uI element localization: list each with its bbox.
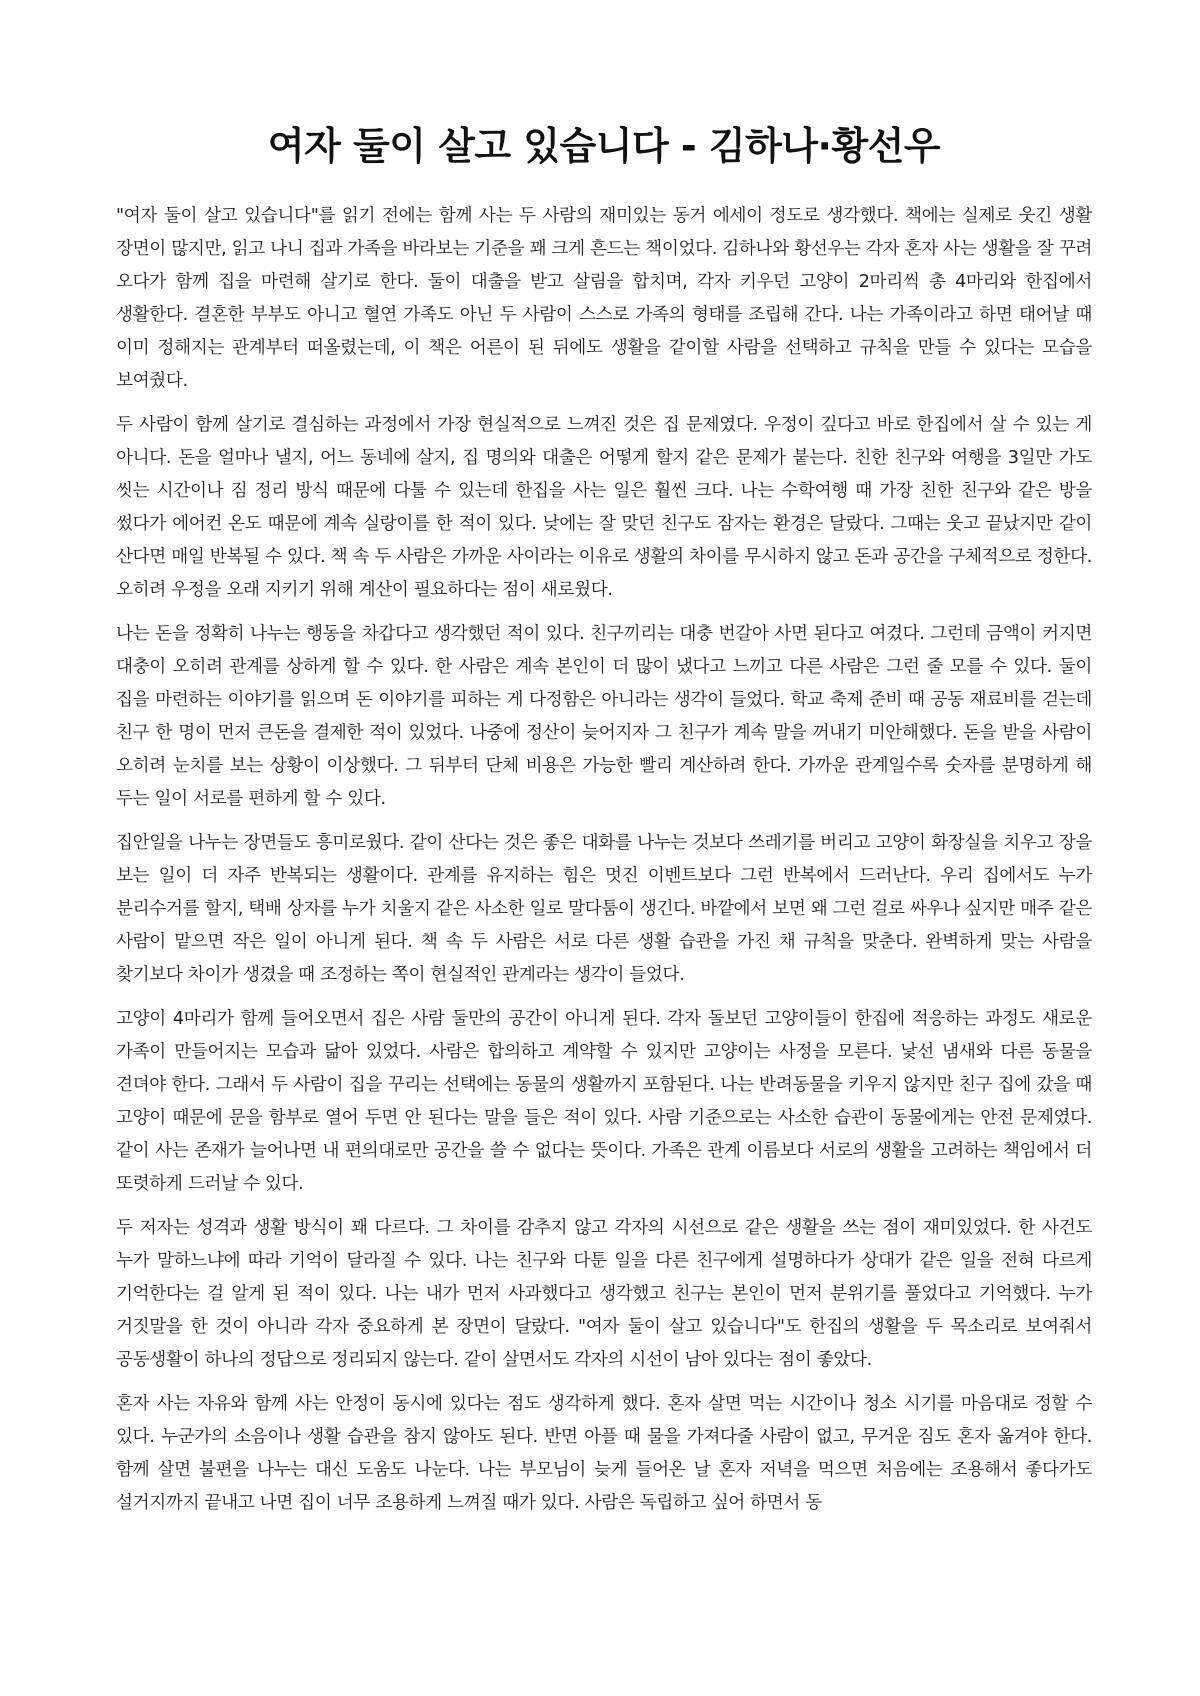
body-paragraph: 나는 돈을 정확히 나누는 행동을 차갑다고 생각했던 적이 있다. 친구끼리는 대충 번갈아 사면 된다고 여겼다. 그런데 금액이 커지면 대충이 오히려 관계를 상하게 할 수 있다. 한 사람은 계속 본인이 더 많이 냈다고 느끼고 다른 사람은 그런 줄 모를 수 있다. 둘이 집을 마련하는 이야기를 읽으며 돈 이야기를 피하는 게 다정함은 아니라는 생각이 들었다. 학교 축제 준비 때 공동 재료비를 걷는데 친구 한 명이 먼저 큰돈을 결제한 적이 있었다. 나중에 정산이 늦어지자 그 친구가 계속 말을 꺼내기 미안해했다. 돈을 받을 사람이 오히려 눈치를 보는 상황이 이상했다. 그 뒤부터 단체 비용은 가능한 빨리 계산하려 한다. 가까운 관계일수록 숫자를 분명하게 해 두는 일이 서로를 편하게 할 수 있다. [116,624,1092,809]
body-paragraph: "여자 둘이 살고 있습니다"를 읽기 전에는 함께 사는 두 사람의 재미있는 동거 에세이 정도로 생각했다. 책에는 실제로 웃긴 생활 장면이 많지만, 읽고 나니 집과 가족을 바라보는 기준을 꽤 크게 흔드는 책이었다. 김하나와 황선우는 각자 혼자 사는 생활을 잘 꾸려 오다가 함께 집을 마련해 살기로 한다. 둘이 대출을 받고 살림을 합치며, 각자 키우던 고양이 2마리씩 총 4마리와 한집에서 생활한다. 결혼한 부부도 아니고 혈연 가족도 아닌 두 사람이 스스로 가족의 형태를 조립해 간다. 나는 가족이라고 하면 태어날 때 이미 정해지는 관계부터 떠올렸는데, 이 책은 어른이 된 뒤에도 생활을 같이할 사람을 선택하고 규칙을 만들 수 있다는 모습을 보여줬다. [116,206,1092,391]
body-paragraph: 집안일을 나누는 장면들도 흥미로웠다. 같이 산다는 것은 좋은 대화를 나누는 것보다 쓰레기를 버리고 고양이 화장실을 치우고 장을 보는 일이 더 자주 반복되는 생활이다. 관계를 유지하는 힘은 멋진 이벤트보다 그런 반복에서 드러난다. 우리 집에서도 누가 분리수거를 할지, 택배 상자를 누가 치울지 같은 사소한 일로 말다툼이 생긴다. 바깥에서 보면 왜 그런 걸로 싸우나 싶지만 매주 같은 사람이 맡으면 작은 일이 아니게 된다. 책 속 두 사람은 서로 다른 생활 습관을 가진 채 규칙을 맞춘다. 완벽하게 맞는 사람을 찾기보다 차이가 생겼을 때 조정하는 쪽이 현실적인 관계라는 생각이 들었다. [116,833,1092,985]
body-paragraph: 혼자 사는 자유와 함께 사는 안정이 동시에 있다는 점도 생각하게 했다. 혼자 살면 먹는 시간이나 청소 시기를 마음대로 정할 수 있다. 누군가의 소음이나 생활 습관을 참지 않아도 된다. 반면 아플 때 물을 가져다줄 사람이 없고, 무거운 짐도 혼자 옮겨야 한다. 함께 살면 불편을 나누는 대신 도움도 나눈다. 나는 부모님이 늦게 들어온 날 혼자 저녁을 먹으면 처음에는 조용해서 좋다가도 설거지까지 끝내고 나면 집이 너무 조용하게 느껴질 때가 있다. 사람은 독립하고 싶어 하면서 동 [116,1394,1092,1513]
body-paragraph: 고양이 4마리가 함께 들어오면서 집은 사람 둘만의 공간이 아니게 된다. 각자 돌보던 고양이들이 한집에 적응하는 과정도 새로운 가족이 만들어지는 모습과 닮아 있었다. 사람은 합의하고 계약할 수 있지만 고양이는 사정을 모른다. 낯선 냄새와 다른 동물을 견뎌야 한다. 그래서 두 사람이 집을 꾸리는 선택에는 동물의 생활까지 포함된다. 나는 반려동물을 키우지 않지만 친구 집에 갔을 때 고양이 때문에 문을 함부로 열어 두면 안 된다는 말을 들은 적이 있다. 사람 기준으로는 사소한 습관이 동물에게는 안전 문제였다. 같이 사는 존재가 늘어나면 내 편의대로만 공간을 쓸 수 없다는 뜻이다. 가족은 관계 이름보다 서로의 생활을 고려하는 책임에서 더 또렷하게 드러날 수 있다. [116,1009,1092,1194]
document-title: 여자 둘이 살고 있습니다 - 김하나·황선우 [267,124,941,168]
body-paragraph: 두 사람이 함께 살기로 결심하는 과정에서 가장 현실적으로 느껴진 것은 집 문제였다. 우정이 깊다고 바로 한집에서 살 수 있는 게 아니다. 돈을 얼마나 낼지, 어느 동네에 살지, 집 명의와 대출은 어떻게 할지 같은 문제가 붙는다. 친한 친구와 여행을 3일만 가도 씻는 시간이나 짐 정리 방식 때문에 다툴 수 있는데 한집을 사는 일은 훨씬 크다. 나는 수학여행 때 가장 친한 친구와 같은 방을 썼다가 에어컨 온도 때문에 계속 실랑이를 한 적이 있다. 낮에는 잘 맞던 친구도 잠자는 환경은 달랐다. 그때는 웃고 끝났지만 같이 산다면 매일 반복될 수 있다. 책 속 두 사람은 가까운 사이라는 이유로 생활의 차이를 무시하지 않고 돈과 공간을 구체적으로 정한다. 오히려 우정을 오래 지키기 위해 계산이 필요하다는 점이 새로웠다. [116,415,1092,600]
body-paragraph: 두 저자는 성격과 생활 방식이 꽤 다르다. 그 차이를 감추지 않고 각자의 시선으로 같은 생활을 쓰는 점이 재미있었다. 한 사건도 누가 말하느냐에 따라 기억이 달라질 수 있다. 나는 친구와 다툰 일을 다른 친구에게 설명하다가 상대가 같은 일을 전혀 다르게 기억한다는 걸 알게 된 적이 있다. 나는 내가 먼저 사과했다고 생각했고 친구는 본인이 먼저 분위기를 풀었다고 기억했다. 누가 거짓말을 한 것이 아니라 각자 중요하게 본 장면이 달랐다. "여자 둘이 살고 있습니다"도 한집의 생활을 두 목소리로 보여줘서 공동생활이 하나의 정답으로 정리되지 않는다. 같이 살면서도 각자의 시선이 남아 있다는 점이 좋았다. [116,1218,1092,1370]
document-body [116,200,1092,1520]
